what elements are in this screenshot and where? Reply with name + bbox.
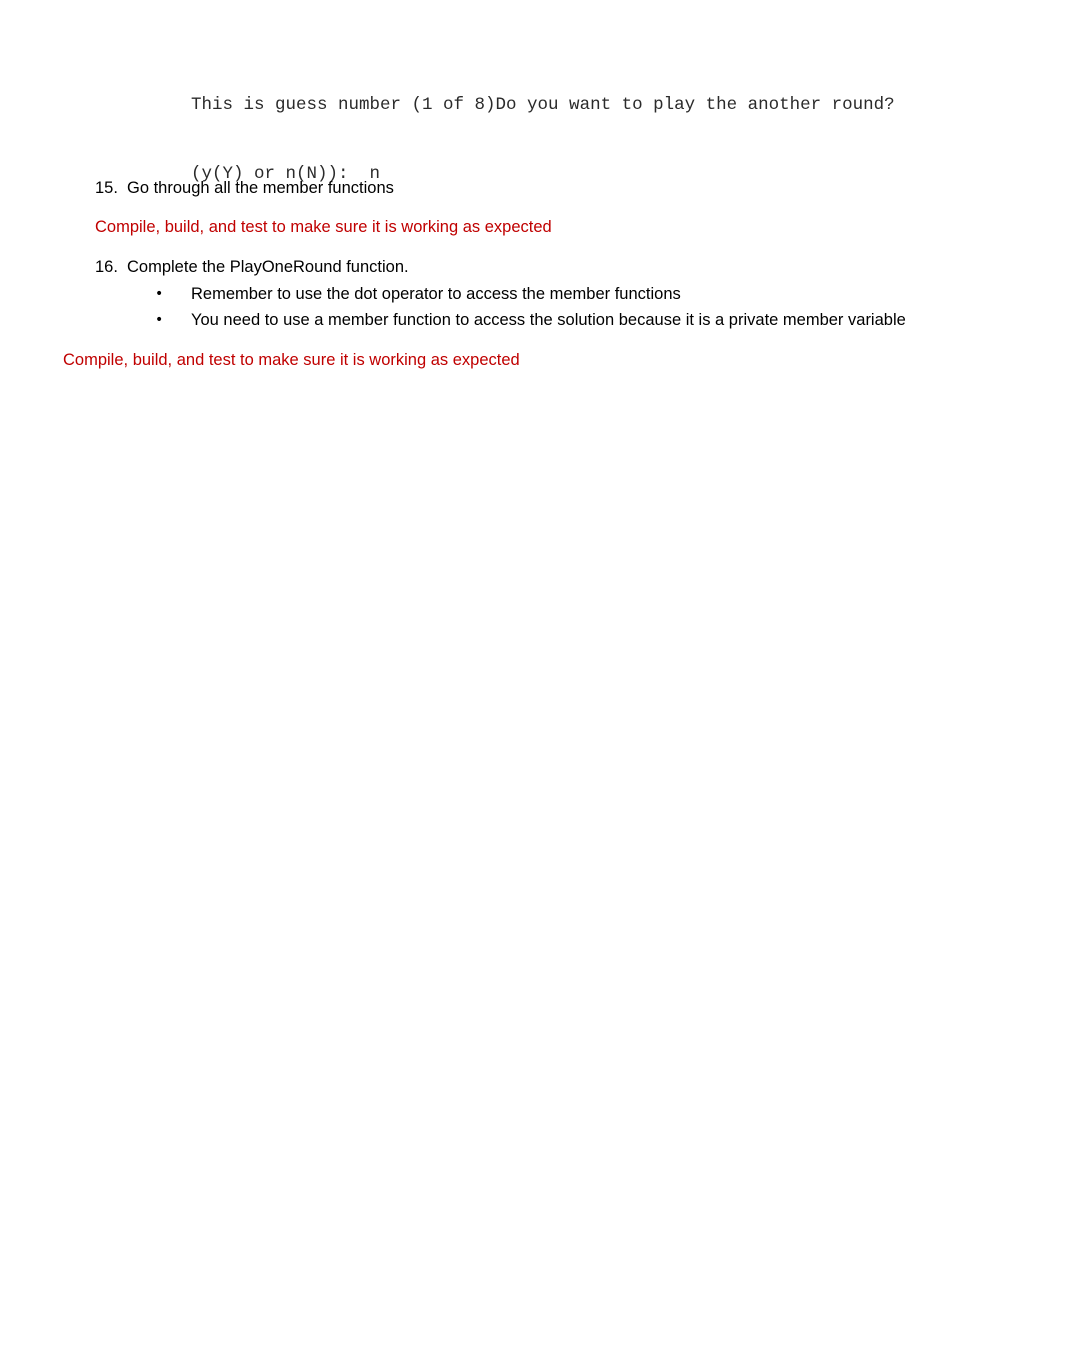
step-16: [95, 256, 409, 278]
step-15: [95, 177, 394, 199]
step-15-number: 15.: [95, 179, 118, 197]
console-output-block: [191, 48, 1051, 232]
step-16-text: Complete the PlayOneRound function.: [127, 258, 409, 276]
step-16-bullet-1: Remember to use the dot operator to access the member functions: [191, 285, 681, 303]
step-16-number: 16.: [95, 258, 118, 276]
bullet-icon: •: [155, 286, 164, 302]
console-output-line-1: This is guess number (1 of 8)Do you want to play the another round?: [191, 95, 895, 115]
step-16-bullet-2: You need to use a member function to access the solution because it is a private member variable: [191, 311, 906, 329]
compile-note-indented: Compile, build, and test to make sure it is working as expected: [95, 218, 552, 236]
bullet-icon: •: [155, 312, 164, 328]
console-output-line-2: (y(Y) or n(N)): n: [191, 164, 381, 184]
step-15-text: Go through all the member functions: [127, 179, 394, 197]
compile-note-left: Compile, build, and test to make sure it is working as expected: [63, 351, 520, 369]
